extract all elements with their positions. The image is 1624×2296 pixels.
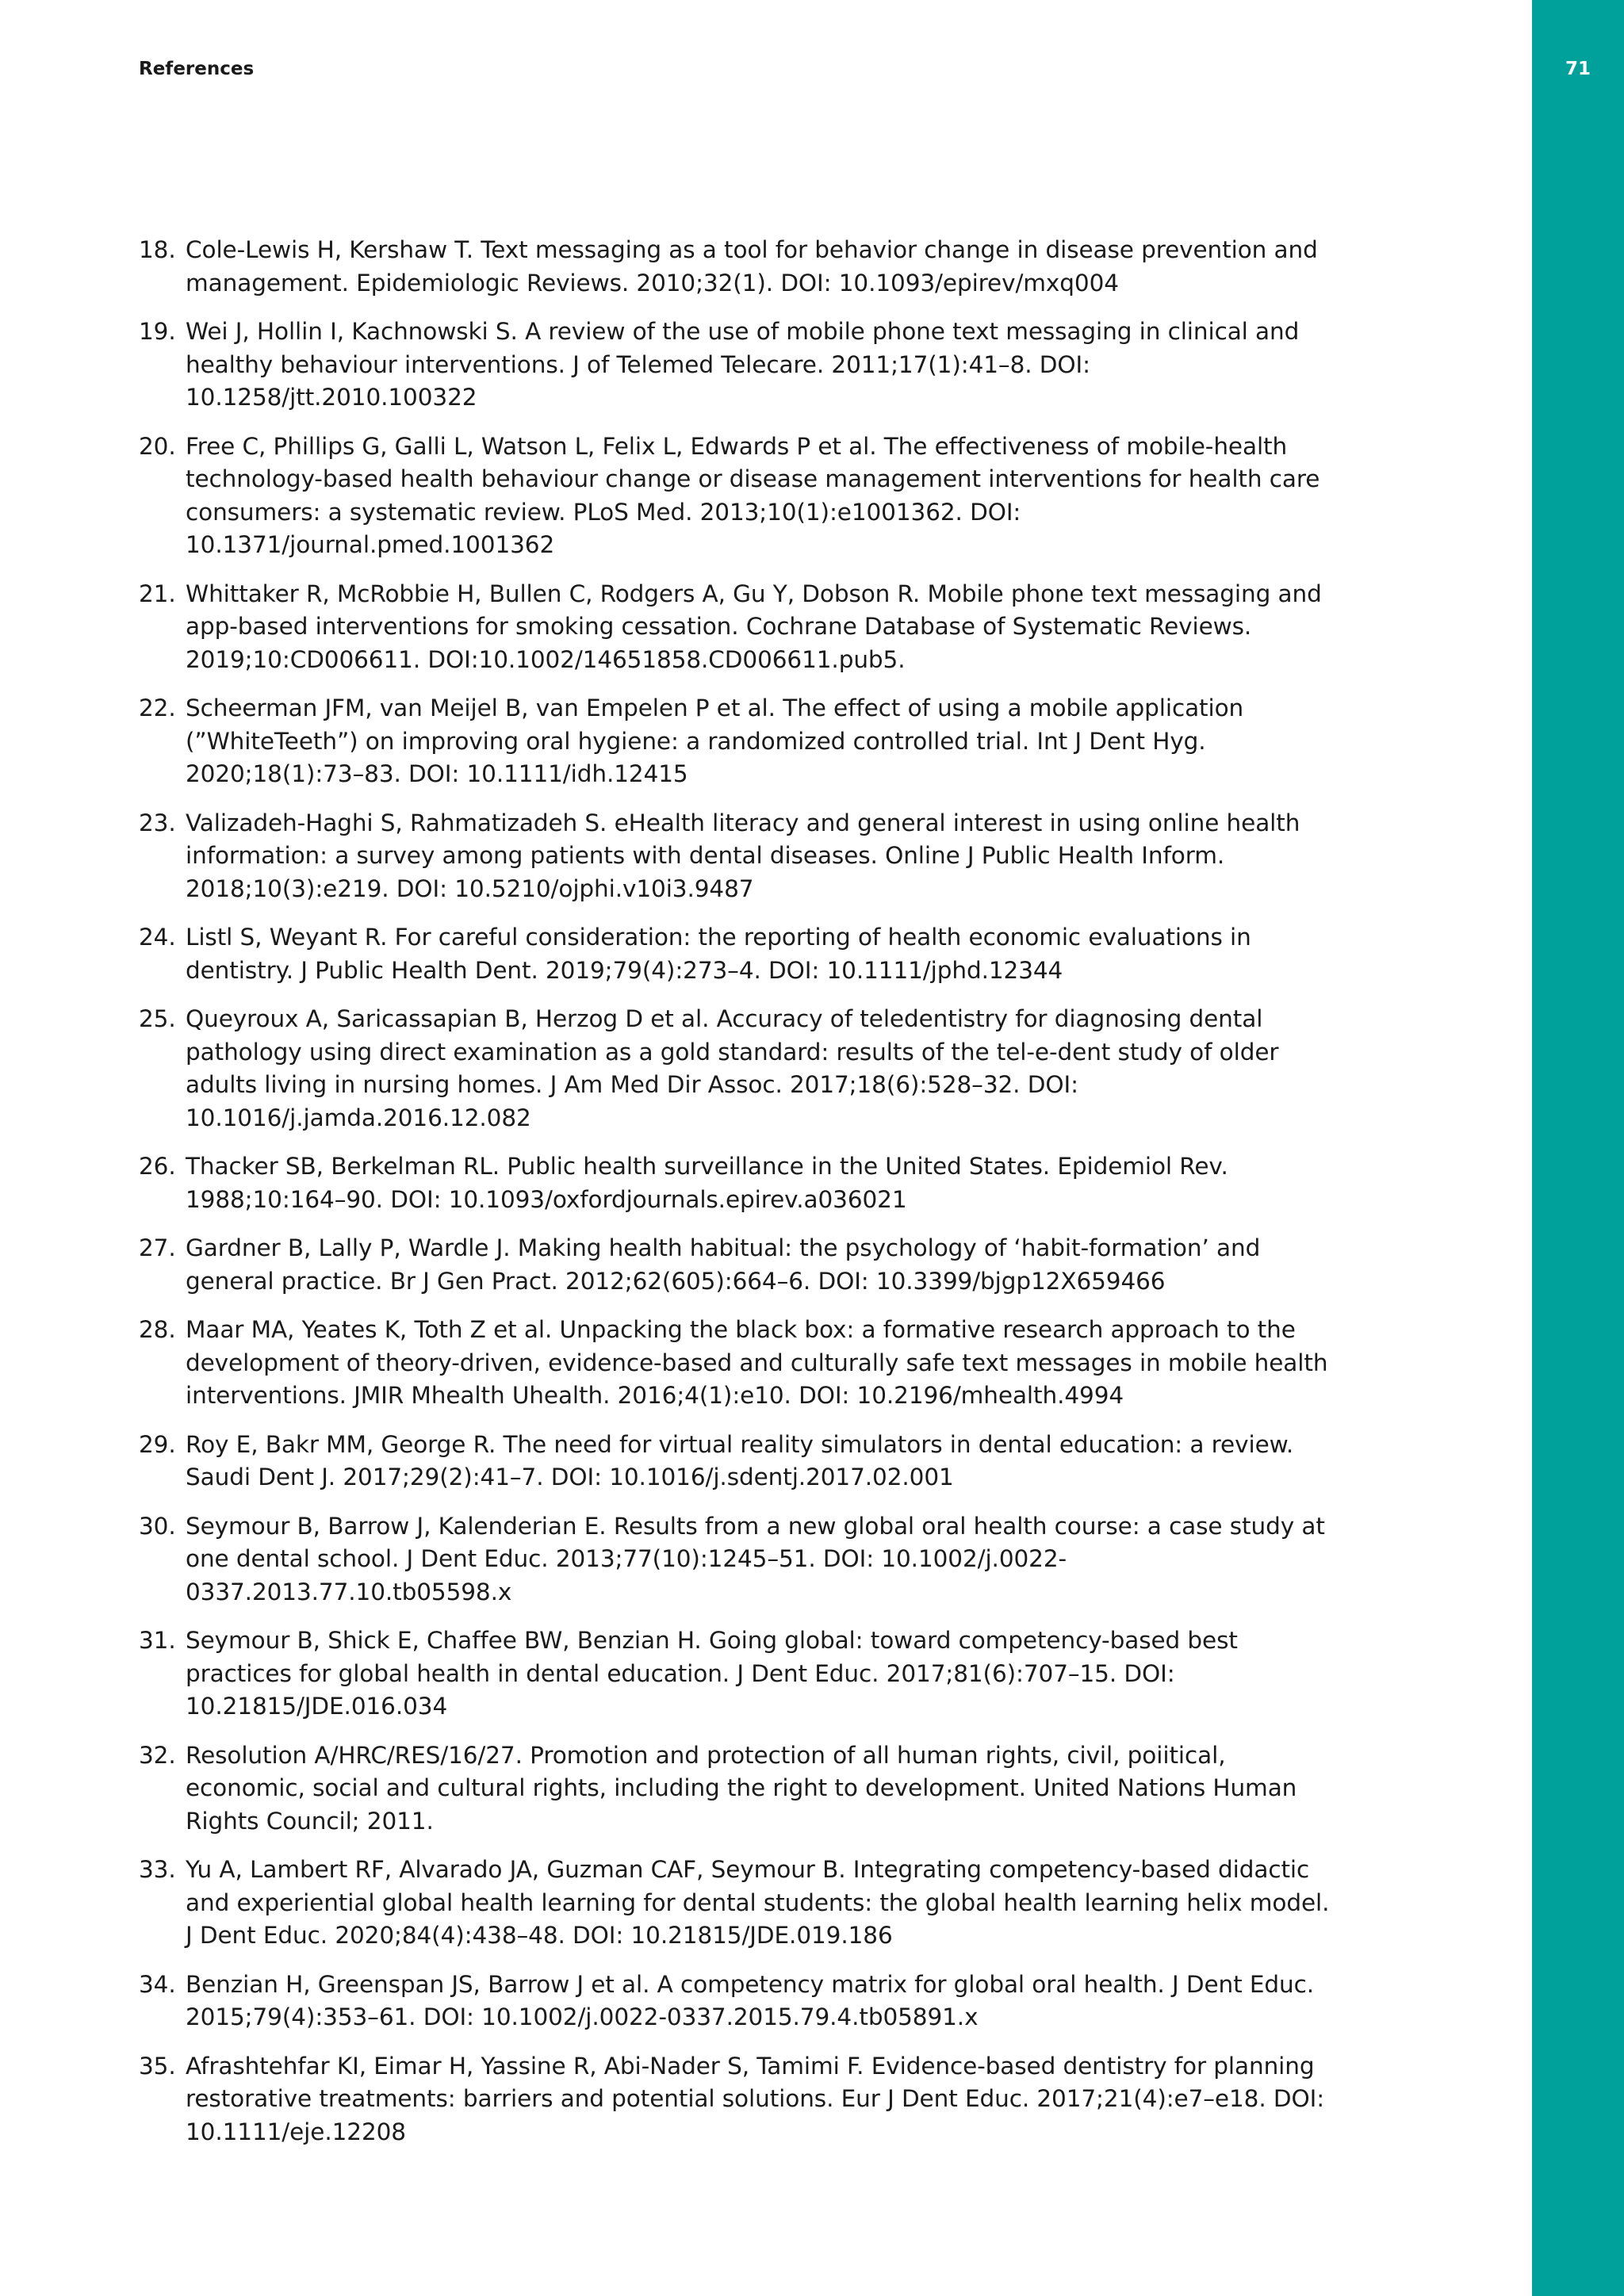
reference-item	[139, 1510, 1336, 1609]
reference-item	[139, 1232, 1336, 1298]
reference-item	[139, 1314, 1336, 1413]
reference-number: 33.	[139, 1856, 176, 1883]
reference-text: Queyroux A, Saricassapian B, Herzog D et al. Accuracy of teledentistry for diagnosing dental pathology using direct examination as a gold standard: results of the tel-e-dent study of older adults living in nursing homes. J Am Med Dir Assoc. 2017;18(6):528–32. DOI: 10.1016/j.jamda.2016.12.082	[186, 1005, 1279, 1131]
reference-number: 30.	[139, 1512, 176, 1540]
reference-text: Maar MA, Yeates K, Toth Z et al. Unpacking the black box: a formative research approach to the development of theory-driven, evidence-based and culturally safe text messages in mobile health interventions. JMIR Mhealth Uhealth. 2016;4(1):e10. DOI: 10.2196/mhealth.4994	[186, 1316, 1328, 1409]
reference-text: Cole-Lewis H, Kershaw T. Text messaging as a tool for behavior change in disease prevention and management. Epidemiologic Reviews. 2010;32(1). DOI: 10.1093/epirev/mxq004	[186, 236, 1318, 297]
reference-text: Benzian H, Greenspan JS, Barrow J et al. A competency matrix for global oral health. J Dent Educ. 2015;79(4):353–61. DOI: 10.1002/j.0022-0337.2015.79.4.tb05891.x	[186, 1970, 1315, 2030]
reference-text: Gardner B, Lally P, Wardle J. Making health habitual: the psychology of ‘habit-formation’ and general practice. Br J Gen Pract. 2012;62(605):664–6. DOI: 10.3399/bjgp12X659466	[186, 1234, 1261, 1295]
reference-text: Seymour B, Barrow J, Kalenderian E. Results from a new global oral health course: a case study at one dental school. J Dent Educ. 2013;77(10):1245–51. DOI: 10.1002/j.0022-0337.2013.77.10.tb05598.x	[186, 1512, 1325, 1605]
reference-item	[139, 1429, 1336, 1494]
reference-item	[139, 1003, 1336, 1135]
reference-item	[139, 807, 1336, 906]
reference-item	[139, 1739, 1336, 1839]
reference-item	[139, 2050, 1336, 2149]
reference-number: 28.	[139, 1316, 176, 1343]
reference-number: 18.	[139, 236, 176, 263]
reference-number: 19.	[139, 318, 176, 345]
reference-item	[139, 316, 1336, 415]
reference-text: Valizadeh-Haghi S, Rahmatizadeh S. eHealth literacy and general interest in using online health information: a survey among patients with dental diseases. Online J Public Health Inform. 2018;10(3):e219. DOI: 10.5210/ojphi.v10i3.9487	[186, 809, 1300, 902]
reference-item	[139, 921, 1336, 987]
reference-item	[139, 1150, 1336, 1216]
reference-item	[139, 430, 1336, 562]
reference-item	[139, 692, 1336, 791]
reference-text: Wei J, Hollin I, Kachnowski S. A review of the use of mobile phone text messaging in clinical and healthy behaviour interventions. J of Telemed Telecare. 2011;17(1):41–8. DOI: 10.1258/jtt.2010.100322	[186, 318, 1300, 411]
reference-number: 34.	[139, 1970, 176, 1998]
reference-number: 27.	[139, 1234, 176, 1261]
reference-text: Resolution A/HRC/RES/16/27. Promotion and protection of all human rights, civil, poiitical, economic, social and cultural rights, including the right to development. United Nations Human Rights Council; 2011.	[186, 1741, 1297, 1835]
reference-number: 31.	[139, 1627, 176, 1654]
reference-list	[139, 234, 1336, 2164]
reference-text: Roy E, Bakr MM, George R. The need for virtual reality simulators in dental education: a review. Saudi Dent J. 2017;29(2):41–7. DOI: 10.1016/j.sdentj.2017.02.001	[186, 1430, 1294, 1490]
reference-text: Scheerman JFM, van Meijel B, van Empelen P et al. The effect of using a mobile application (”WhiteTeeth”) on improving oral hygiene: a randomized controlled trial. Int J Dent Hyg. 2020;18(1):73–83. DOI: 10.1111/idh.12415	[186, 695, 1244, 787]
side-accent-band	[1532, 0, 1624, 2296]
page-number: 71	[1565, 59, 1591, 79]
reference-text: Whittaker R, McRobbie H, Bullen C, Rodgers A, Gu Y, Dobson R. Mobile phone text messaging and app-based interventions for smoking cessation. Cochrane Database of Systematic Reviews. 2019;10:CD006611. DOI:10.1002/14651858.CD006611.pub5.	[186, 580, 1322, 673]
reference-text: Seymour B, Shick E, Chaffee BW, Benzian H. Going global: toward competency-based best practices for global health in dental education. J Dent Educ. 2017;81(6):707–15. DOI: 10.21815/JDE.016.034	[186, 1627, 1238, 1720]
reference-item	[139, 234, 1336, 300]
reference-item	[139, 1624, 1336, 1724]
reference-number: 20.	[139, 432, 176, 460]
reference-number: 35.	[139, 2052, 176, 2080]
running-head: References	[139, 59, 255, 79]
reference-text: Thacker SB, Berkelman RL. Public health surveillance in the United States. Epidemiol Rev. 1988;10:164–90. DOI: 10.1093/oxfordjournals.epirev.a036021	[186, 1153, 1228, 1213]
reference-text: Afrashtehfar KI, Eimar H, Yassine R, Abi-Nader S, Tamimi F. Evidence-based dentistry for planning restorative treatments: barriers and potential solutions. Eur J Dent Educ. 2017;21(4):e7–e18. DOI: 10.1111/eje.12208	[186, 2052, 1325, 2145]
reference-item	[139, 1969, 1336, 2034]
reference-number: 24.	[139, 924, 176, 951]
reference-item	[139, 578, 1336, 677]
reference-number: 26.	[139, 1153, 176, 1180]
reference-number: 22.	[139, 695, 176, 721]
reference-number: 23.	[139, 809, 176, 836]
reference-number: 21.	[139, 580, 176, 607]
reference-text: Yu A, Lambert RF, Alvarado JA, Guzman CAF, Seymour B. Integrating competency-based didactic and experiential global health learning for dental students: the global health learning helix model. J Dent Educ. 2020;84(4):438–48. DOI: 10.21815/JDE.019.186	[186, 1856, 1330, 1949]
reference-number: 29.	[139, 1430, 176, 1458]
reference-number: 25.	[139, 1005, 176, 1032]
reference-text: Free C, Phillips G, Galli L, Watson L, Felix L, Edwards P et al. The effectiveness of mobile-health technology-based health behaviour change or disease management interventions for health care consumers: a systematic review. PLoS Med. 2013;10(1):e1001362. DOI: 10.1371/journal.pmed.1001362	[186, 432, 1320, 558]
reference-item	[139, 1854, 1336, 1953]
reference-number: 32.	[139, 1741, 176, 1769]
reference-text: Listl S, Weyant R. For careful consideration: the reporting of health economic evaluations in dentistry. J Public Health Dent. 2019;79(4):273–4. DOI: 10.1111/jphd.12344	[186, 924, 1251, 984]
